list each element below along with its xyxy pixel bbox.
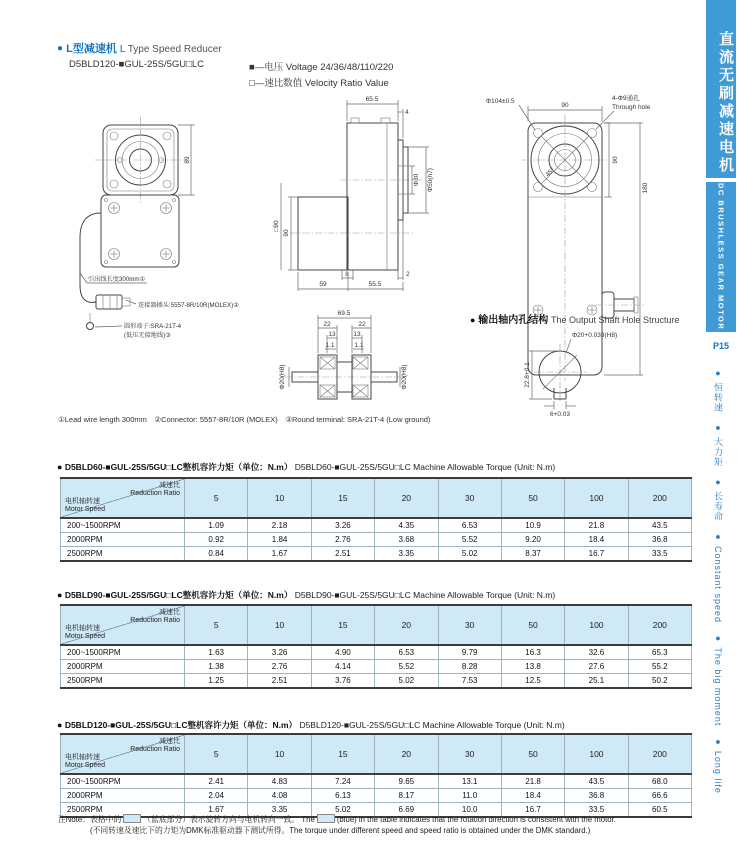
- torque-value-cell: 3.26: [248, 645, 311, 660]
- torque-value-cell: 4.35: [375, 518, 438, 533]
- dim-69-5: 69.5: [337, 310, 351, 317]
- torque-value-cell: 16.7: [565, 547, 628, 562]
- sidebar-title-cn: 直流无刷减速电机: [706, 0, 736, 178]
- reduction-ratio-header: 50: [501, 605, 564, 645]
- torque-value-cell: 8.37: [501, 547, 564, 562]
- table-corner-header: 减速比 Reduction Ratio 电机轴转速 Motor Speed: [61, 478, 185, 518]
- torque-value-cell: 9.65: [375, 774, 438, 789]
- torque-value-cell: 3.35: [375, 547, 438, 562]
- bullet-icon: ●: [57, 462, 63, 472]
- dim-phi30: Φ30: [413, 173, 420, 187]
- front-view-drawing: [80, 117, 239, 339]
- torque-value-cell: 11.0: [438, 789, 501, 803]
- dim-1-1-right: 1.1: [354, 342, 364, 349]
- reduction-ratio-header: 10: [248, 478, 311, 518]
- reduction-ratio-header: 5: [185, 478, 248, 518]
- torque-value-cell: 13.1: [438, 774, 501, 789]
- torque-value-cell: 3.35: [248, 803, 311, 818]
- dim-1-1-left: 1.1: [325, 342, 335, 349]
- torque-value-cell: 4.83: [248, 774, 311, 789]
- motor-speed-label: 200~1500RPM: [61, 645, 185, 660]
- bullet-icon: ●: [470, 315, 476, 325]
- table-title-cn: D5BLD90-■GUL-25S/5GU□LC整机容许力矩（单位：N.m）: [64, 590, 293, 600]
- side-tab: [706, 0, 736, 850]
- torque-value-cell: 4.08: [248, 789, 311, 803]
- table-title-cn: D5BLD60-■GUL-25S/5GU□LC整机容许力矩（单位：N.m）: [64, 462, 293, 472]
- note-mid: （蓝底部分）表示旋转方向与电机转向一致。: [143, 815, 300, 824]
- technical-drawings: [40, 85, 700, 440]
- dim-45deg: 45°: [544, 166, 557, 179]
- table-title-cn: D5BLD120-■GUL-25S/5GU□LC整机容许力矩（单位：N.m）: [64, 720, 298, 730]
- torque-value-cell: 1.38: [185, 660, 248, 674]
- torque-value-cell: 33.5: [565, 803, 628, 818]
- side-view-drawing: [273, 96, 434, 291]
- reduction-ratio-header: 200: [628, 605, 691, 645]
- table-row: [61, 533, 692, 547]
- legend-voltage: ■—电压 Voltage 24/36/48/110/220: [249, 62, 394, 73]
- output-hole-title-cn: 输出轴内孔结构: [478, 315, 549, 326]
- reduction-ratio-header: 30: [438, 734, 501, 774]
- reduction-ratio-header: 5: [185, 605, 248, 645]
- torque-value-cell: 16.3: [501, 645, 564, 660]
- torque-value-cell: 1.09: [185, 518, 248, 533]
- torque-value-cell: 3.76: [311, 674, 374, 689]
- torque-value-cell: 3.26: [311, 518, 374, 533]
- dim-phi104: Φ104±0.5: [486, 98, 515, 105]
- wire-length-label: 引出线长度300mm①: [88, 276, 146, 283]
- table-row: [61, 547, 692, 562]
- torque-value-cell: 10.9: [501, 518, 564, 533]
- torque-value-cell: 6.53: [375, 645, 438, 660]
- table-title-d5bld60: [57, 461, 555, 473]
- dim-89: 89: [184, 156, 191, 164]
- torque-value-cell: 1.67: [185, 803, 248, 818]
- motor-speed-label: 200~1500RPM: [61, 518, 185, 533]
- note-prefix: 注Note：表格中的: [58, 815, 122, 824]
- table-title-en: D5BLD120-■GUL-25S/5GU□LC Machine Allowable Torque (Unit: N.m): [299, 720, 565, 730]
- reduction-ratio-header: 200: [628, 734, 691, 774]
- torque-value-cell: 0.92: [185, 533, 248, 547]
- motor-speed-label: 2500RPM: [61, 674, 185, 689]
- torque-value-cell: 4.14: [311, 660, 374, 674]
- page-header: [57, 40, 477, 91]
- torque-value-cell: 12.5: [501, 674, 564, 689]
- torque-value-cell: 1.84: [248, 533, 311, 547]
- torque-value-cell: 5.52: [375, 660, 438, 674]
- torque-value-cell: 18.4: [501, 789, 564, 803]
- table-row: [61, 789, 692, 803]
- note-en-pre: The: [301, 815, 315, 824]
- torque-value-cell: 2.76: [311, 533, 374, 547]
- dim-59: 59: [319, 281, 327, 288]
- title-en: L Type Speed Reducer: [119, 44, 222, 55]
- dim-4: 4: [405, 109, 409, 116]
- torque-value-cell: 16.7: [501, 803, 564, 818]
- legend-ratio: □—速比数值 Velocity Ratio Value: [249, 78, 389, 89]
- reduction-ratio-header: 50: [501, 734, 564, 774]
- page-number: P15: [712, 341, 729, 351]
- dim-6: 6+0.03: [549, 411, 571, 418]
- motor-speed-label: 2000RPM: [61, 789, 185, 803]
- sidebar-features: ● 恒转速 ● 大力矩 ● 长寿命 ● Constant speed ● The big moment ● Long life: [713, 368, 723, 794]
- torque-value-cell: 2.41: [185, 774, 248, 789]
- torque-value-cell: 66.6: [628, 789, 691, 803]
- torque-value-cell: 6.13: [311, 789, 374, 803]
- reduction-ratio-header: 15: [311, 734, 374, 774]
- bullet-icon: ●: [57, 720, 63, 730]
- dim-22-left: 22: [323, 321, 331, 328]
- dim-90-top: 90: [561, 102, 569, 109]
- table-title-d5bld90: [57, 589, 555, 601]
- blue-swatch-icon: [123, 814, 141, 823]
- torque-value-cell: 2.51: [248, 674, 311, 689]
- reduction-ratio-header: 30: [438, 605, 501, 645]
- torque-value-cell: 8.28: [438, 660, 501, 674]
- torque-value-cell: 68.0: [628, 774, 691, 789]
- bottom-notes: [58, 814, 698, 836]
- torque-value-cell: 60.5: [628, 803, 691, 818]
- reduction-ratio-header: 15: [311, 478, 374, 518]
- model-code: D5BLD120-■GUL-25S/5GU□LC: [69, 59, 205, 70]
- dim-phi20-right: Φ20(H8): [401, 364, 408, 390]
- dim-2: 2: [406, 271, 410, 278]
- sidebar-title-en: DC BRUSHLESS GEAR MOTOR: [706, 182, 736, 332]
- torque-value-cell: 1.25: [185, 674, 248, 689]
- torque-value-cell: 13.8: [501, 660, 564, 674]
- torque-value-cell: 33.5: [628, 547, 691, 562]
- motor-speed-label: 2500RPM: [61, 803, 185, 818]
- table-row: [61, 645, 692, 660]
- dim-22-right: 22: [358, 321, 366, 328]
- reduction-ratio-header: 50: [501, 478, 564, 518]
- motor-speed-label: 2000RPM: [61, 533, 185, 547]
- dim-55-5: 55.5: [368, 281, 382, 288]
- dim-hole-phi20: Φ20+0.033(H8): [572, 332, 618, 339]
- table-title-d5bld120: [57, 719, 565, 731]
- reduction-ratio-header: 100: [565, 734, 628, 774]
- torque-value-cell: 3.68: [375, 533, 438, 547]
- reduction-ratio-header: 20: [375, 605, 438, 645]
- torque-value-cell: 9.79: [438, 645, 501, 660]
- torque-value-cell: 5.52: [438, 533, 501, 547]
- torque-value-cell: 8.17: [375, 789, 438, 803]
- drawing-footnote: ①Lead wire length 300mm ②Connector: 5557-8R/10R (MOLEX) ③Round terminal: SRA-21T-4 (Low ground): [58, 415, 431, 424]
- output-hole-title: [470, 311, 680, 326]
- torque-value-cell: 5.02: [311, 803, 374, 818]
- torque-value-cell: 21.8: [565, 518, 628, 533]
- output-hole-title-en: The Output Shaft Hole Structure: [551, 315, 680, 325]
- through-hole-label-en: Through hole: [612, 104, 651, 111]
- torque-value-cell: 7.24: [311, 774, 374, 789]
- torque-value-cell: 0.84: [185, 547, 248, 562]
- table-row: [61, 660, 692, 674]
- torque-value-cell: 25.1: [565, 674, 628, 689]
- motor-speed-label: 2500RPM: [61, 547, 185, 562]
- torque-value-cell: 1.63: [185, 645, 248, 660]
- torque-value-cell: 2.04: [185, 789, 248, 803]
- dim-90-right: 90: [612, 156, 619, 164]
- note-line-1: [58, 814, 698, 825]
- connector-label: 连接器插头:5557-8R/10R(MOLEX)②: [138, 302, 239, 309]
- reduction-ratio-header: 10: [248, 734, 311, 774]
- reduction-ratio-header: 100: [565, 605, 628, 645]
- torque-value-cell: 65.3: [628, 645, 691, 660]
- dim-phi20-left: Φ20(H8): [279, 364, 286, 390]
- torque-value-cell: 5.02: [438, 547, 501, 562]
- torque-value-cell: 36.8: [565, 789, 628, 803]
- table-row: [61, 674, 692, 689]
- reduction-ratio-header: 20: [375, 478, 438, 518]
- dim-22-8: 22.8+0.1: [524, 362, 531, 388]
- torque-value-cell: 2.76: [248, 660, 311, 674]
- table-row: [61, 518, 692, 533]
- torque-value-cell: 6.53: [438, 518, 501, 533]
- torque-table-d5bld60: [60, 477, 692, 562]
- reduction-ratio-header: 200: [628, 478, 691, 518]
- torque-value-cell: 32.6: [565, 645, 628, 660]
- note-en-post: (blue) in the table indicates that the rotation direction is consistent with the motor.: [336, 815, 616, 824]
- bullet-icon: ●: [57, 43, 64, 54]
- reduction-ratio-header: 5: [185, 734, 248, 774]
- dim-8: 8: [345, 271, 349, 278]
- table-row: [61, 774, 692, 789]
- bullet-icon: ●: [57, 590, 63, 600]
- torque-value-cell: 36.8: [628, 533, 691, 547]
- reduction-ratio-header: 30: [438, 478, 501, 518]
- shaft-section-drawing: [279, 310, 408, 399]
- dim-13-left: 13: [328, 331, 336, 338]
- torque-value-cell: 10.0: [438, 803, 501, 818]
- terminal-label-1: 圆形端子:SRA-21T-4: [124, 323, 182, 330]
- torque-value-cell: 50.2: [628, 674, 691, 689]
- torque-value-cell: 5.02: [375, 674, 438, 689]
- torque-value-cell: 6.69: [375, 803, 438, 818]
- title-cn: L型减速机: [66, 43, 117, 55]
- table-corner-header: 减速比 Reduction Ratio 电机轴转速 Motor Speed: [61, 734, 185, 774]
- torque-value-cell: 21.8: [501, 774, 564, 789]
- reduction-ratio-header: 15: [311, 605, 374, 645]
- dim-13-right: 13: [353, 331, 361, 338]
- torque-value-cell: 2.18: [248, 518, 311, 533]
- dim-phi50: Φ50(h7): [427, 168, 434, 192]
- dim-180: 180: [642, 182, 649, 194]
- reduction-ratio-header: 100: [565, 478, 628, 518]
- motor-speed-label: 200~1500RPM: [61, 774, 185, 789]
- blue-swatch-icon: [317, 814, 335, 823]
- torque-value-cell: 43.5: [628, 518, 691, 533]
- note-line-2: (不同转速及速比下的力矩为DMK标准驱动器下测试所得。The torque under different speed and speed ratio is obtained under the DMK standard.): [90, 826, 591, 835]
- table-corner-header: 减速比 Reduction Ratio 电机轴转速 Motor Speed: [61, 605, 185, 645]
- reduction-ratio-header: 20: [375, 734, 438, 774]
- reduction-ratio-header: 10: [248, 605, 311, 645]
- torque-table-d5bld90: [60, 604, 692, 689]
- torque-value-cell: 9.20: [501, 533, 564, 547]
- torque-table-d5bld120: [60, 733, 692, 818]
- torque-value-cell: 2.51: [311, 547, 374, 562]
- table-title-en: D5BLD60-■GUL-25S/5GU□LC Machine Allowable Torque (Unit: N.m): [294, 462, 556, 472]
- torque-value-cell: 43.5: [565, 774, 628, 789]
- torque-value-cell: 4.90: [311, 645, 374, 660]
- torque-value-cell: 7.53: [438, 674, 501, 689]
- motor-speed-label: 2000RPM: [61, 660, 185, 674]
- terminal-label-2: (低压无接地线)③: [124, 332, 171, 339]
- section-title: [57, 40, 477, 56]
- through-hole-label-cn: 4-Φ9通孔: [612, 95, 640, 102]
- table-title-en: D5BLD90-■GUL-25S/5GU□LC Machine Allowable Torque (Unit: N.m): [294, 590, 556, 600]
- torque-value-cell: 18.4: [565, 533, 628, 547]
- dim-65-5: 65.5: [365, 96, 379, 103]
- dim-square90: □90: [273, 220, 280, 232]
- torque-value-cell: 27.6: [565, 660, 628, 674]
- dim-90: 90: [283, 229, 290, 237]
- torque-value-cell: 1.67: [248, 547, 311, 562]
- rear-view-drawing: [486, 93, 651, 381]
- torque-value-cell: 55.2: [628, 660, 691, 674]
